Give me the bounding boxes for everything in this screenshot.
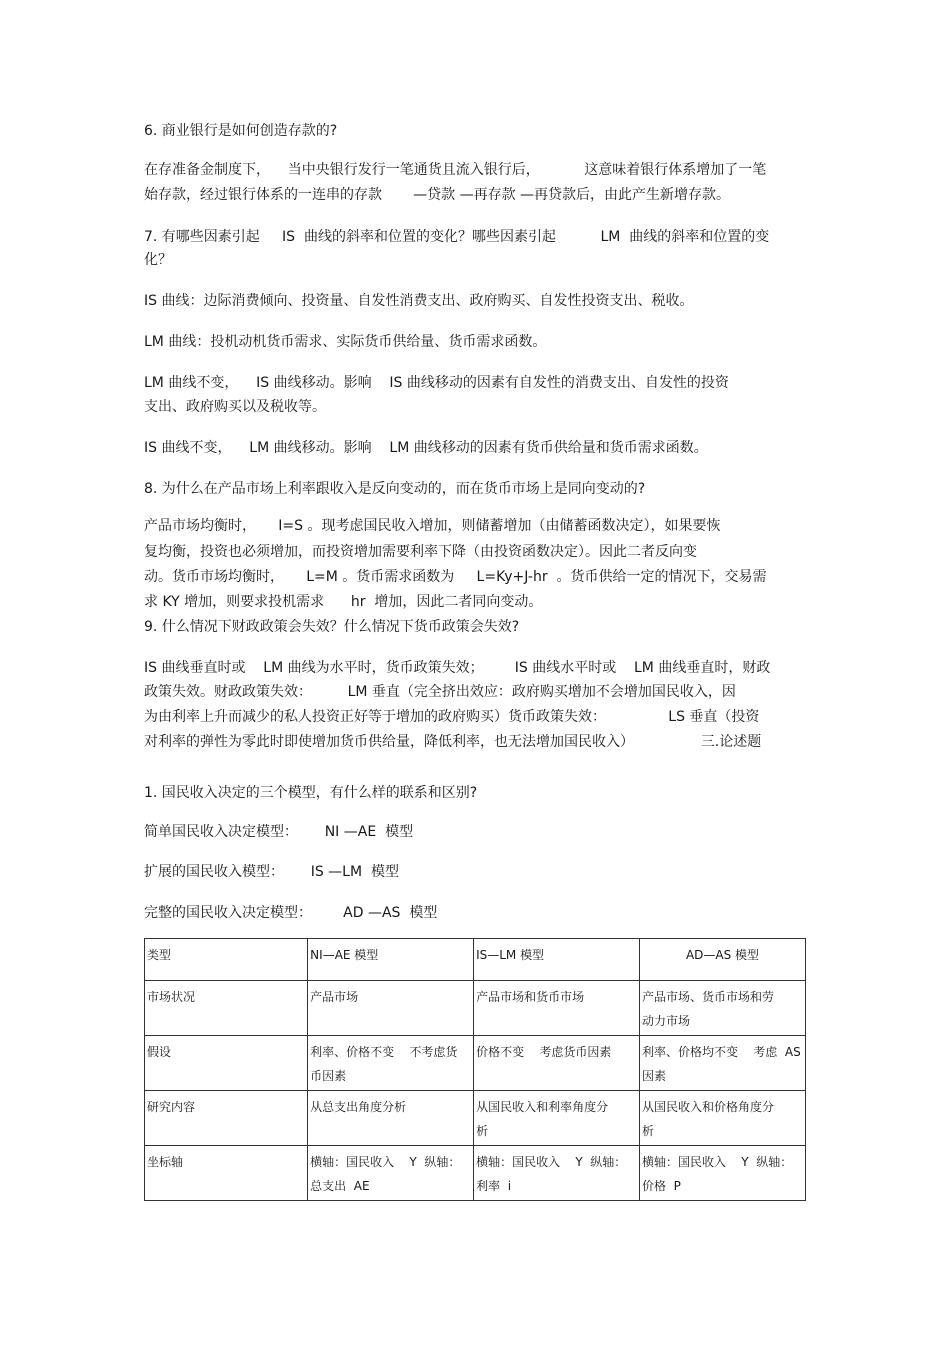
table-header-cell: 类型 <box>145 939 308 981</box>
table-header-cell: IS—LM 模型 <box>474 939 640 981</box>
table-cell: 利率、价格不变 不考虑货 币因素 <box>308 1036 474 1091</box>
table-cell: 假设 <box>145 1036 308 1091</box>
q7-answer-is-shift-line-1: LM 曲线不变， IS 曲线移动。影响 IS 曲线移动的因素有自发性的消费支出、自发性的投资 <box>144 375 729 391</box>
table-cell: 从国民收入和利率角度分 析 <box>474 1091 640 1146</box>
table-cell: 利率、价格均不变 考虑 AS 因素 <box>639 1036 805 1091</box>
q9-answer-line-3: 为由利率上升而减少的私人投资正好等于增加的政府购买）货币政策失效： LS 垂直（投资 <box>144 709 760 725</box>
table-row <box>145 1146 806 1201</box>
table-header-cell: AD—AS 模型 <box>639 939 805 981</box>
table-header-row <box>145 939 806 981</box>
table-cell: 市场状况 <box>145 981 308 1036</box>
table-row <box>145 1091 806 1146</box>
table-cell: 横轴：国民收入 Y 纵轴： 总支出 AE <box>308 1146 474 1201</box>
essay1-question: 1. 国民收入决定的三个模型，有什么样的联系和区别? <box>144 785 478 801</box>
q8-answer-line-2: 复均衡，投资也必须增加，而投资增加需要利率下降（由投资函数决定）。因此二者反向变 <box>144 544 697 560</box>
essay1-model-simple: 简单国民收入决定模型： NI —AE 模型 <box>144 824 414 840</box>
table-cell: 产品市场、货币市场和劳 动力市场 <box>639 981 805 1036</box>
table-cell: 从国民收入和价格角度分 析 <box>639 1091 805 1146</box>
q7-answer-lm-shift: IS 曲线不变， LM 曲线移动。影响 LM 曲线移动的因素有货币供给量和货币需求函数。 <box>144 440 708 456</box>
table-cell: 产品市场和货币市场 <box>474 981 640 1036</box>
q7-question-line-2: 化？ <box>144 252 172 268</box>
q9-question: 9. 什么情况下财政政策会失效？什么情况下货币政策会失效? <box>144 619 520 635</box>
table-cell: 从总支出角度分析 <box>308 1091 474 1146</box>
q8-answer-line-1: 产品市场均衡时， I=S 。现考虑国民收入增加，则储蓄增加（由储蓄函数决定），如果要恢 <box>144 518 721 534</box>
q8-question: 8. 为什么在产品市场上利率跟收入是反向变动的，而在货币市场上是同向变动的? <box>144 481 646 497</box>
q6-answer-line-2: 始存款，经过银行体系的一连串的存款 —贷款 —再存款 —再贷款后，由此产生新增存款。 <box>144 187 731 203</box>
q6-question: 6. 商业银行是如何创造存款的? <box>144 123 338 139</box>
q6-answer-line-1: 在存准备金制度下， 当中央银行发行一笔通货且流入银行后， 这意味着银行体系增加了一笔 <box>144 162 767 178</box>
table-row <box>145 981 806 1036</box>
table-cell: 价格不变 考虑货币因素 <box>474 1036 640 1091</box>
q9-answer-line-2: 政策失效。财政政策失效： LM 垂直（完全挤出效应：政府购买增加不会增加国民收入，因 <box>144 684 736 700</box>
q7-answer-is-shift-line-2: 支出、政府购买以及税收等。 <box>144 399 326 415</box>
q8-answer-line-3: 动。货币市场均衡时， L=M 。货币需求函数为 L=Ky+J-hr 。货币供给一定的情况下，交易需 <box>144 569 767 585</box>
table-cell: 研究内容 <box>145 1091 308 1146</box>
q7-question-line-1: 7. 有哪些因素引起 IS 曲线的斜率和位置的变化？哪些因素引起 LM 曲线的斜率和位置的变 <box>144 229 770 245</box>
q9-answer-line-1: IS 曲线垂直时或 LM 曲线为水平时，货币政策失效； IS 曲线水平时或 LM 曲线垂直时，财政 <box>144 660 771 676</box>
table-cell: 坐标轴 <box>145 1146 308 1201</box>
essay1-model-extended: 扩展的国民收入模型： IS —LM 模型 <box>144 864 399 880</box>
table-row <box>145 1036 806 1091</box>
table-header-cell: NI—AE 模型 <box>308 939 474 981</box>
table-cell: 横轴：国民收入 Y 纵轴： 利率 i <box>474 1146 640 1201</box>
table-cell: 产品市场 <box>308 981 474 1036</box>
q7-answer-lm-curve: LM 曲线：投机动机货币需求、实际货币供给量、货币需求函数。 <box>144 334 547 350</box>
table-cell: 横轴：国民收入 Y 纵轴： 价格 P <box>639 1146 805 1201</box>
q7-answer-is-curve: IS 曲线：边际消费倾向、投资量、自发性消费支出、政府购买、自发性投资支出、税收。 <box>144 293 694 309</box>
q8-answer-line-4: 求 KY 增加，则要求投机需求 hr 增加，因此二者同向变动。 <box>144 594 543 610</box>
essay1-model-complete: 完整的国民收入决定模型： AD —AS 模型 <box>144 905 438 921</box>
model-comparison-table <box>144 938 806 1201</box>
q9-answer-line-4: 对利率的弹性为零此时即使增加货币供给量，降低利率，也无法增加国民收入） 三.论述题 <box>144 734 762 750</box>
